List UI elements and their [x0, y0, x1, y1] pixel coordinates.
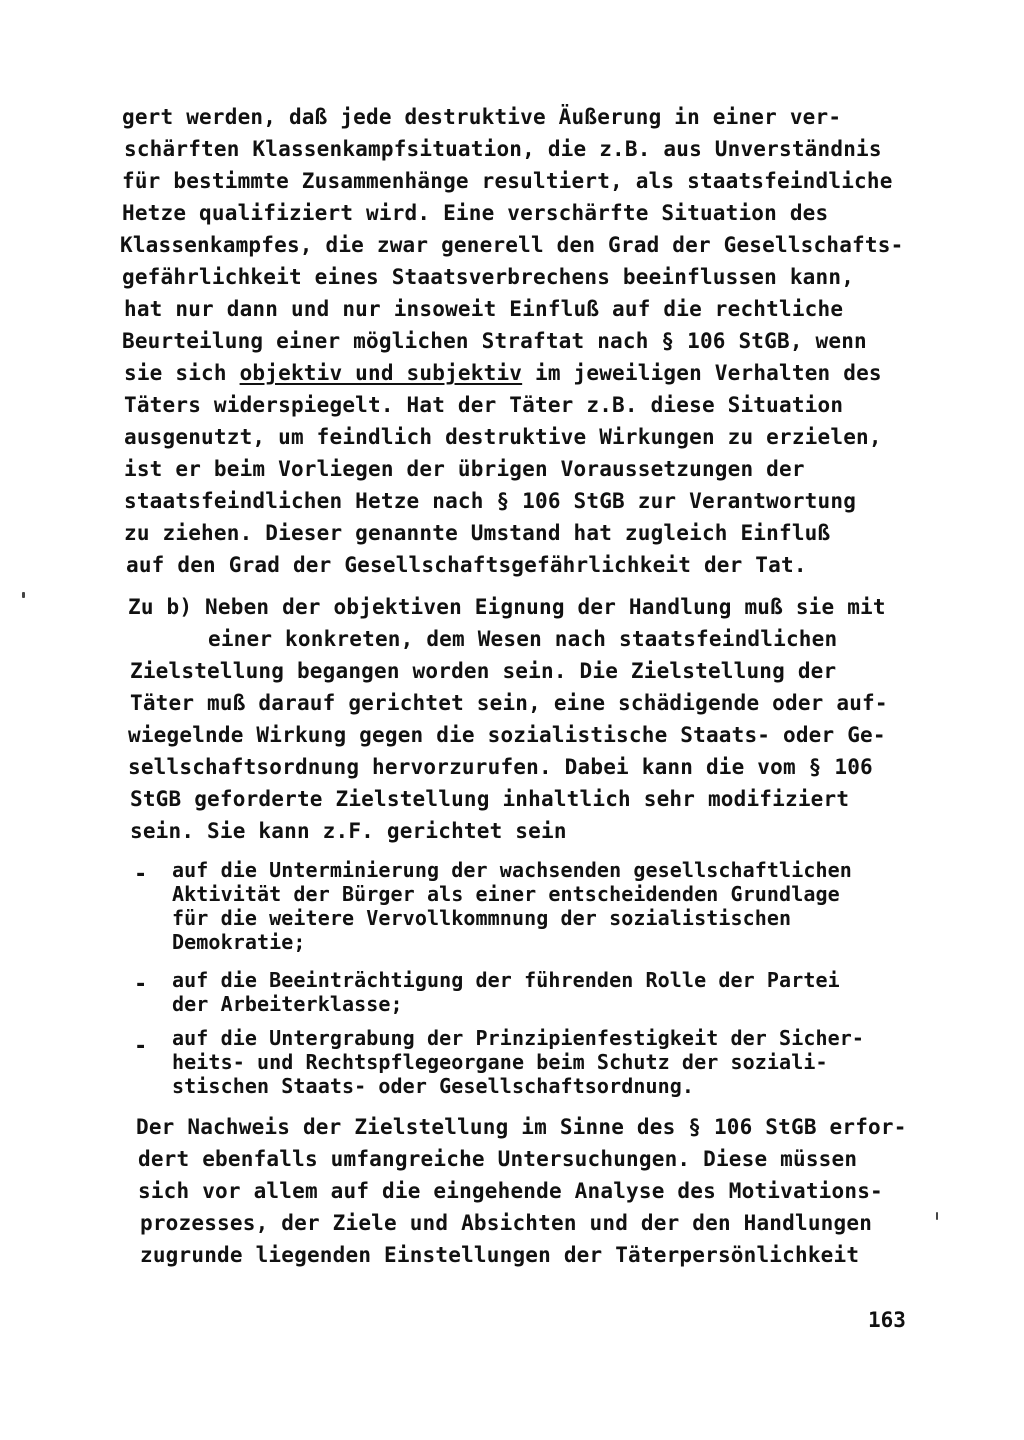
- text-line: zugrunde liegenden Einstellungen der Täterpersönlichkeit: [140, 1243, 860, 1267]
- text-line: wiegelnde Wirkung gegen die sozialistische Staats- oder Ge-: [128, 723, 886, 747]
- text-segment: sie sich: [124, 361, 240, 385]
- text-line: prozesses, der Ziele und Absichten und der den Handlungen: [140, 1211, 873, 1235]
- text-line: einer konkreten, dem Wesen nach staatsfeindlichen: [208, 627, 838, 651]
- list-dash: -: [134, 1034, 148, 1059]
- text-line: auf den Grad der Gesellschaftsgefährlichkeit der Tat.: [126, 553, 807, 577]
- text-line: sein. Sie kann z.F. gerichtet sein: [130, 819, 567, 843]
- text-line: Zu b) Neben der objektiven Eignung der Handlung muß sie mit: [128, 595, 886, 619]
- list-item-line: stischen Staats- oder Gesellschaftsordnung.: [172, 1074, 695, 1098]
- list-item-line: auf die Beeinträchtigung der führenden Rolle der Partei: [172, 968, 840, 992]
- text-line: hat nur dann und nur insoweit Einfluß auf die rechtliche: [124, 297, 844, 321]
- text-line: gert werden, daß jede destruktive Äußerung in einer ver-: [122, 105, 842, 129]
- list-item-line: auf die Untergrabung der Prinzipienfestigkeit der Sicher-: [172, 1026, 865, 1050]
- text-line: ausgenutzt, um feindlich destruktive Wirkungen zu erzielen,: [124, 425, 882, 449]
- list-item-line: Aktivität der Bürger als einer entscheidenden Grundlage: [172, 882, 840, 906]
- scan-speck: [936, 1212, 938, 1220]
- text-line: Beurteilung einer möglichen Straftat nach § 106 StGB, wenn: [122, 329, 867, 353]
- text-line: sellschaftsordnung hervorzurufen. Dabei kann die vom § 106: [128, 755, 873, 779]
- text-line: Täters widerspiegelt. Hat der Täter z.B. diese Situation: [124, 393, 844, 417]
- text-line: zu ziehen. Dieser genannte Umstand hat zugleich Einfluß: [124, 521, 831, 545]
- text-line: schärften Klassenkampfsituation, die z.B. aus Unverständnis: [124, 137, 882, 161]
- list-dash: -: [134, 972, 148, 997]
- text-line: ist er beim Vorliegen der übrigen Voraussetzungen der: [124, 457, 805, 481]
- text-line: Zielstellung begangen worden sein. Die Zielstellung der: [130, 659, 837, 683]
- text-line-with-emphasis: [124, 360, 882, 386]
- list-item-line: heits- und Rechtspflegeorgane beim Schutz der soziali-: [172, 1050, 828, 1074]
- page-number: 163: [868, 1308, 906, 1332]
- scan-speck: [22, 592, 25, 598]
- text-line: StGB geforderte Zielstellung inhaltlich sehr modifiziert: [130, 787, 850, 811]
- underlined-emphasis: objektiv und subjektiv: [239, 361, 523, 385]
- text-line: Täter muß darauf gerichtet sein, eine schädigende oder auf-: [130, 691, 888, 715]
- text-line: gefährlichkeit eines Staatsverbrechens beeinflussen kann,: [122, 265, 855, 289]
- list-item-line: auf die Unterminierung der wachsenden gesellschaftlichen: [172, 858, 852, 882]
- text-segment: im jeweiligen Verhalten des: [522, 361, 882, 385]
- list-item-line: der Arbeiterklasse;: [172, 992, 403, 1016]
- list-item-line: Demokratie;: [172, 930, 306, 954]
- text-line: Der Nachweis der Zielstellung im Sinne des § 106 StGB erfor-: [136, 1115, 907, 1139]
- text-line: staatsfeindlichen Hetze nach § 106 StGB zur Verantwortung: [124, 489, 857, 513]
- text-line: Hetze qualifiziert wird. Eine verschärfte Situation des: [122, 201, 829, 225]
- list-dash: -: [134, 862, 148, 887]
- text-line: dert ebenfalls umfangreiche Untersuchungen. Diese müssen: [138, 1147, 858, 1171]
- text-line: Klassenkampfes, die zwar generell den Grad der Gesellschafts-: [120, 233, 904, 257]
- list-item-line: für die weitere Vervollkommnung der sozialistischen: [172, 906, 792, 930]
- text-line: für bestimmte Zusammenhänge resultiert, als staatsfeindliche: [122, 169, 893, 193]
- text-line: sich vor allem auf die eingehende Analyse des Motivations-: [138, 1179, 883, 1203]
